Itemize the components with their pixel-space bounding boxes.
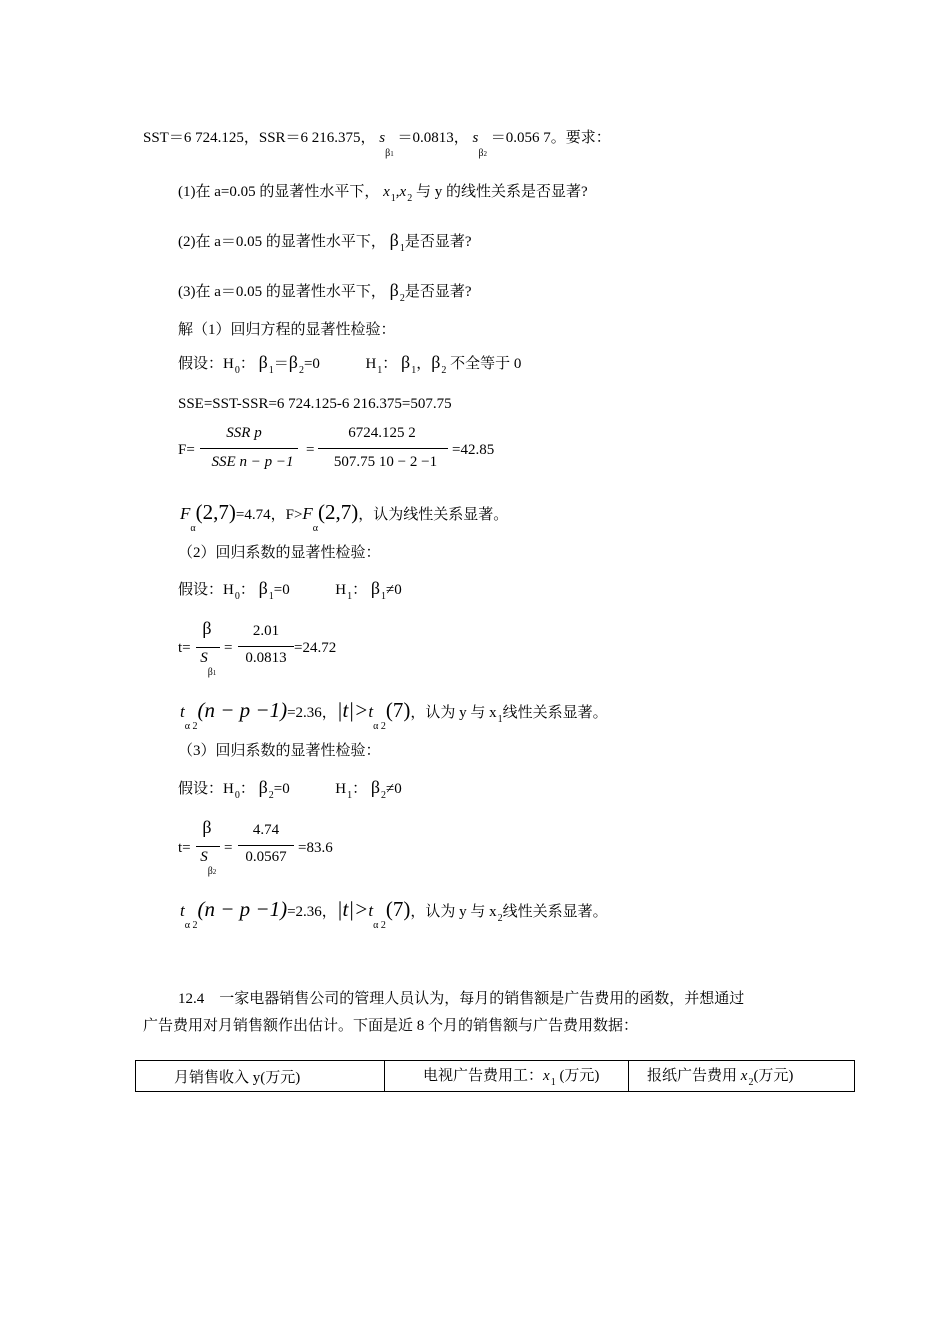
h1-3-label: H: [335, 781, 347, 797]
solution-1-hypothesis: 假设：$H_0$： $\beta_1=\beta_2=0$ $H_1$： $\beta_1$，$\beta_2$ 不全等于 0: [178, 352, 522, 376]
t2-concl: ，认为 y 与 x: [410, 904, 497, 920]
q2-text: (2)在 a＝0.05 的显著性水平下，: [178, 234, 386, 250]
f-args-1: (2,7): [195, 500, 236, 524]
f-critical-line: $F_\alpha(2,7)=4.74$，$F>F_\alpha(2,7)$，认为线性关系显著。: [180, 500, 509, 534]
header-tv-label: 电视广告费用工：: [423, 1068, 544, 1084]
h1-2-label: H: [335, 582, 347, 598]
header-tv: 电视广告费用工：$x_1$ (万元): [385, 1061, 629, 1092]
t1-left-bar: [196, 647, 220, 648]
header-tv-unit: (万元): [559, 1068, 600, 1084]
intro-line: [143, 128, 611, 159]
t1-num: 2.01: [252, 623, 280, 639]
q3-text: (3)在 a＝0.05 的显著性水平下，: [178, 284, 386, 300]
q2-tail: 是否显著?: [404, 234, 472, 250]
f-frac-right-bar: [318, 448, 448, 449]
t1-result: =24.72: [294, 640, 337, 656]
sst-ssr-text: SST＝6 724.125，SSR＝6 216.375，: [143, 130, 376, 146]
t1-s-sub: β1: [207, 667, 217, 678]
t2-crit-val: =2.36，: [287, 904, 337, 920]
t2-seven: (7): [385, 897, 411, 921]
f-frac-left-bar: [200, 448, 298, 449]
problem-line-1: 12.4 一家电器销售公司的管理人员认为，每月的销售额是广告费用的函数，并想通过: [178, 991, 745, 1007]
s-beta2-sub: β: [478, 148, 484, 159]
question-1: (1)在 a=0.05 的显著性水平下， $x_1,x_2$ 与 y 的线性关系是否显著?: [178, 184, 588, 204]
t1-args: (n − p −1): [197, 698, 288, 722]
t2-s-den: S: [200, 849, 208, 865]
s-beta1-symbol: s: [379, 130, 386, 146]
data-table: [135, 1060, 855, 1092]
s-beta2-value: ＝0.056 7。要求：: [490, 130, 611, 146]
header-sales-label: 月销售收入 y(万元): [174, 1069, 301, 1086]
t1-beta-num: β: [202, 618, 212, 638]
header-paper-unit: (万元): [753, 1068, 794, 1084]
hyp3-label: 假设：H: [178, 781, 234, 797]
t1-crit-val: =2.36，: [287, 705, 337, 721]
h1-tail: 不全等于 0: [450, 356, 522, 372]
t2-eq: =: [224, 840, 233, 856]
s-beta1-sub: β: [385, 148, 391, 159]
f-crit-b: ，认为线性关系显著。: [358, 507, 509, 523]
beta1-symbol: β: [389, 230, 399, 250]
t1-concl-b: 线性关系显著。: [502, 705, 608, 721]
f-label: F=: [178, 442, 195, 458]
h1-2-tail: ≠0: [386, 582, 402, 598]
f-frac-right-num: 6724.125 2: [348, 425, 416, 441]
f-frac-right-den: 507.75 10 − 2 −1: [333, 454, 438, 470]
f-frac-left-num: SSR p: [226, 425, 262, 441]
header-paper-label: 报纸广告费用: [647, 1068, 741, 1084]
solution-1-heading: 解（1）回归方程的显著性检验：: [178, 322, 396, 338]
t2-num: 4.74: [252, 822, 280, 838]
t2-den: 0.0567: [245, 849, 287, 865]
q1-tail: 与 y 的线性关系是否显著?: [415, 184, 588, 200]
t2-result: =83.6: [298, 840, 333, 856]
t1-critical-line: $t_{\alpha 2}(n - p -1)=2.36$，$|t|>t_{\alpha 2}(7)$，认为 y 与 $x_1$线性关系显著。: [180, 698, 608, 732]
sse-line: SSE=SST-SSR=6 724.125-6 216.375=507.75: [178, 396, 452, 412]
t1-den: 0.0813: [245, 650, 287, 666]
t2-s-sub: β2: [207, 866, 217, 877]
solution-3-hypothesis: 假设：$H_0$： $\beta_2=0$ $H_1$： $\beta_2\ne 0$: [178, 777, 402, 801]
s-beta1-value: ＝0.0813，: [397, 130, 469, 146]
problem-line-2: 广告费用对月销售额作出估计。下面是近 8 个月的销售额与广告费用数据：: [143, 1018, 639, 1034]
t1-label: t=: [178, 640, 191, 656]
s-beta2-subsub: 2: [483, 150, 487, 158]
x2-symbol: x: [399, 184, 407, 200]
beta2-symbol: β: [389, 280, 399, 300]
solution-3-heading: （3）回归系数的显著性检验：: [178, 743, 381, 759]
f-frac-left-den: SSE n − p −1: [211, 454, 294, 470]
table-header-row: [136, 1061, 855, 1092]
header-paper: 报纸广告费用 $x_2$(万元): [629, 1061, 855, 1092]
t1-eq: =: [224, 640, 233, 656]
t2-abs: |t|>: [336, 897, 369, 921]
t1-seven: (7): [385, 698, 411, 722]
s-beta2-symbol: s: [472, 130, 479, 146]
s-beta1-subsub: 1: [390, 150, 394, 158]
q3-tail: 是否显著?: [404, 284, 472, 300]
t1-s-den: S: [200, 650, 208, 666]
h1-label: H: [365, 356, 377, 372]
t2-bar: [238, 845, 294, 846]
hyp2-label: 假设：H: [178, 582, 234, 598]
h1-sep: ，: [416, 356, 432, 372]
hyp-label: 假设：H: [178, 356, 234, 372]
t1-abs: |t|>: [336, 698, 369, 722]
t2-beta-num: β: [202, 817, 212, 837]
t2-label: t=: [178, 840, 191, 856]
solution-2-heading: （2）回归系数的显著性检验：: [178, 545, 381, 561]
t2-concl-b: 线性关系显著。: [502, 904, 608, 920]
question-2: (2)在 a＝0.05 的显著性水平下， $\beta_1$是否显著?: [178, 230, 472, 254]
f-crit-a: =4.74，F>: [235, 507, 303, 523]
h0-3-tail: =0: [273, 781, 290, 797]
t2-critical-line: $t_{\alpha 2}(n - p -1)=2.36$，$|t|>t_{\alpha 2}(7)$，认为 y 与 $x_2$线性关系显著。: [180, 897, 608, 931]
f-args-2: (2,7): [318, 500, 359, 524]
t1-concl: ，认为 y 与 x: [410, 705, 497, 721]
t1-bar: [238, 646, 294, 647]
solution-2-hypothesis: 假设：$H_0$： $\beta_1=0$ $H_1$： $\beta_1\ne 0$: [178, 578, 402, 602]
question-3: (3)在 a＝0.05 的显著性水平下， $\beta_2$是否显著?: [178, 280, 472, 304]
h0-2-tail: =0: [273, 582, 290, 598]
x1-symbol: x: [383, 184, 390, 200]
q1-text: (1)在 a=0.05 的显著性水平下，: [178, 184, 380, 200]
h0-tail: =0: [303, 356, 320, 372]
t2-args: (n − p −1): [197, 897, 288, 921]
h0-eq: ＝: [273, 356, 289, 372]
t2-left-bar: [196, 846, 220, 847]
header-sales: [136, 1061, 385, 1092]
h1-3-tail: ≠0: [386, 781, 402, 797]
f-result: =42.85: [452, 442, 495, 458]
f-eq: =: [306, 442, 315, 458]
